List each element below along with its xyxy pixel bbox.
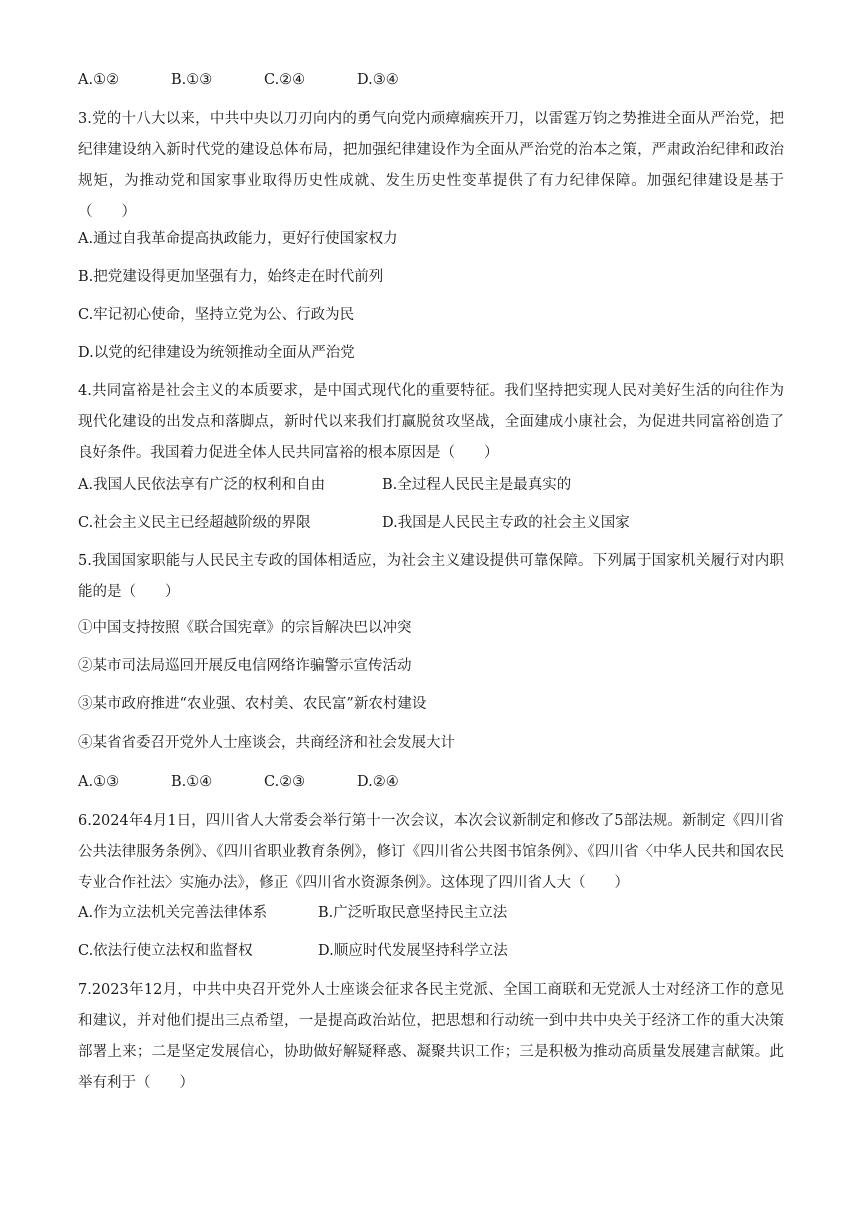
q5-option-a: A.①③ bbox=[78, 774, 120, 790]
q2-options bbox=[78, 70, 399, 90]
q6-options-row-2 bbox=[78, 941, 508, 961]
q4-option-d: D.我国是人民民主专政的社会主义国家 bbox=[382, 515, 630, 531]
q4-option-c: C.社会主义民主已经超越阶级的界限 bbox=[78, 515, 311, 531]
q2-option-a: A.①② bbox=[78, 72, 120, 88]
q6-option-b: B.广泛听取民意坚持民主立法 bbox=[318, 905, 508, 921]
q5-option-d: D.②④ bbox=[357, 774, 399, 790]
q2-option-c: C.②④ bbox=[264, 72, 306, 88]
q5-item-3: ③某市政府推进“农业强、农村美、农民富”新农村建设 bbox=[78, 696, 427, 712]
q5-item-4: ④某省省委召开党外人士座谈会，共商经济和社会发展大计 bbox=[78, 735, 455, 751]
q3-option-c: C.牢记初心使命，坚持立党为公、行政为民 bbox=[78, 307, 355, 323]
q2-option-d: D.③④ bbox=[357, 72, 399, 88]
q6-option-d: D.顺应时代发展坚持科学立法 bbox=[318, 943, 508, 959]
q3-option-a: A.通过自我革命提高执政能力，更好行使国家权力 bbox=[78, 231, 398, 247]
q5-stem: 5.我国国家职能与人民民主专政的国体相适应，为社会主义建设提供可靠保障。下列属于国家机关履行对内职能的是（ ） bbox=[78, 553, 784, 600]
q4-options-row-2 bbox=[78, 513, 630, 533]
q5-item-1: ①中国支持按照《联合国宪章》的宗旨解决巴以冲突 bbox=[78, 620, 412, 636]
q5-item-2: ②某市司法局巡回开展反电信网络诈骗警示宣传活动 bbox=[78, 658, 412, 674]
q5-option-c: C.②③ bbox=[264, 774, 306, 790]
q4-option-b: B.全过程人民民主是最真实的 bbox=[382, 477, 572, 493]
q5-options bbox=[78, 772, 399, 792]
q6-option-a: A.作为立法机关完善法律体系 bbox=[78, 905, 268, 921]
q7-stem: 7.2023年12月，中共中央召开党外人士座谈会征求各民主党派、全国工商联和无党派人士对经济工作的意见和建议，并对他们提出三点希望，一是提高政治站位，把思想和行动统一到中共中央关于经济工作的重大决策部署上来；二是坚定发展信心，协助做好解疑释惑、凝聚共识工作；三是积极为推动高质量发展建言献策。此举有利于（ ） bbox=[78, 982, 784, 1091]
q6-options-row-1 bbox=[78, 903, 507, 923]
q3-option-b: B.把党建设得更加坚强有力，始终走在时代前列 bbox=[78, 269, 384, 285]
q5-option-b: B.①④ bbox=[171, 774, 213, 790]
q4-options-row-1 bbox=[78, 475, 571, 495]
q4-stem: 4.共同富裕是社会主义的本质要求，是中国式现代化的重要特征。我们坚持把实现人民对美好生活的向往作为现代化建设的出发点和落脚点，新时代以来我们打赢脱贫攻坚战，全面建成小康社会，为促进共同富裕创造了良好条件。我国着力促进全体人民共同富裕的根本原因是（ ） bbox=[78, 383, 784, 461]
q6-stem: 6.2024年4月1日，四川省人大常委会举行第十一次会议，本次会议新制定和修改了5部法规。新制定《四川省公共法律服务条例》、《四川省职业教育条例》，修订《四川省公共图书馆条例》、《四川省〈中华人民共和国农民专业合作社法〉实施办法》，修正《四川省水资源条例》。这体现了四川省人大（ ） bbox=[78, 813, 784, 891]
q6-option-c: C.依法行使立法权和监督权 bbox=[78, 943, 253, 959]
q3-option-d: D.以党的纪律建设为统领推动全面从严治党 bbox=[78, 345, 355, 361]
q4-option-a: A.我国人民依法享有广泛的权利和自由 bbox=[78, 477, 326, 493]
q3-stem: 3.党的十八大以来，中共中央以刀刃向内的勇气向党内顽瘴痼疾开刀，以雷霆万钧之势推进全面从严治党，把纪律建设纳入新时代党的建设总体布局，把加强纪律建设作为全面从严治党的治本之策，严肃政治纪律和政治规矩，为推动党和国家事业取得历史性成就、发生历史性变革提供了有力纪律保障。加强纪律建设是基于（ ） bbox=[78, 111, 784, 220]
q2-option-b: B.①③ bbox=[171, 72, 213, 88]
